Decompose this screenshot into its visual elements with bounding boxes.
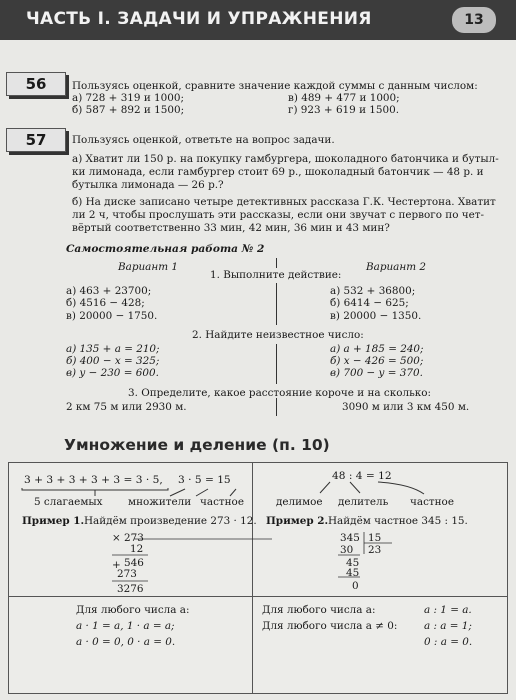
p56-b: б) 587 + 892 и 1500;: [72, 104, 185, 116]
rule-left-2: a · 0 = 0, 0 · a = 0.: [76, 636, 176, 648]
subtract-45: 45: [346, 567, 360, 579]
p56-g: г) 923 + 619 и 1500.: [288, 104, 400, 116]
p57-a-line3: бутылка лимонада — 26 р.?: [72, 179, 224, 191]
example-1-title: Пример 1.: [22, 515, 85, 527]
section-title: Умножение и деление (п. 10): [64, 436, 330, 454]
mult-operand-b: 12: [130, 543, 144, 555]
right-task2-b: б) x − 426 = 500;: [330, 355, 424, 367]
label-product: частное: [200, 496, 244, 508]
mult-sign: ×: [112, 532, 121, 544]
header-title: ЧАСТЬ I. ЗАДАЧИ И УПРАЖНЕНИЯ: [26, 9, 372, 29]
mult-operand-a: 273: [124, 532, 144, 544]
task-3-heading: 3. Определите, какое расстояние короче и на сколько:: [128, 387, 431, 399]
example-2-text: Найдём частное 345 : 15.: [328, 515, 468, 527]
variant-2-label: Вариант 2: [366, 261, 426, 273]
divisor-15: 15: [368, 532, 382, 544]
right-task1-b: б) 6414 − 625;: [330, 297, 409, 309]
left-task2-b: б) 400 − x = 325;: [66, 355, 160, 367]
partial-product-1: 546: [124, 557, 144, 569]
rule-left-heading: Для любого числа a:: [76, 604, 190, 616]
task-2-heading: 2. Найдите неизвестное число:: [192, 329, 364, 341]
variant-1-label: Вариант 1: [118, 261, 178, 273]
mult-result: 3276: [117, 583, 144, 595]
p56-v: в) 489 + 477 и 1000;: [288, 92, 400, 104]
p57-b-line1: б) На диске записано четыре детективных рассказа Г.К. Честертона. Хватит: [72, 196, 496, 208]
rule-right-heading-2: Для любого числа a ≠ 0:: [262, 620, 398, 632]
p57-a-line2: ки лимонада, если гамбургер стоит 69 р., шоколадный батончик — 48 р. и: [72, 166, 484, 178]
p57-text: Пользуясь оценкой, ответьте на вопрос задачи.: [72, 134, 335, 146]
quotient-23: 23: [368, 544, 382, 556]
problem-57-number: 57: [6, 128, 66, 152]
example-1-text: Найдём произведение 273 · 12.: [84, 515, 257, 527]
left-task3: 2 км 75 м или 2930 м.: [66, 401, 187, 413]
label-factors: множители: [128, 496, 192, 508]
rule-right-2: a : a = 1;: [424, 620, 472, 632]
rule-right-3: 0 : a = 0.: [424, 636, 473, 648]
division-expression: 48 : 4 = 12: [332, 470, 392, 482]
remainder-0: 0: [352, 580, 359, 592]
sum-expression: 3 + 3 + 3 + 3 + 3 = 3 · 5,: [24, 474, 163, 486]
label-divisor: делитель: [338, 496, 389, 508]
sr-title: Самостоятельная работа № 2: [66, 243, 265, 255]
task-1-heading: 1. Выполните действие:: [210, 269, 342, 281]
p57-b-line2: ли 2 ч, чтобы прослушать эти рассказы, если они звучат с первого по чет-: [72, 209, 485, 221]
right-task1-v: в) 20000 − 1350.: [330, 310, 422, 322]
label-quotient: частное: [410, 496, 454, 508]
right-task3: 3090 м или 3 км 450 м.: [342, 401, 470, 413]
p56-a: а) 728 + 319 и 1000;: [72, 92, 185, 104]
left-task1-a: а) 463 + 23700;: [66, 285, 152, 297]
p57-b-line3: вёртый соответственно 33 мин, 42 мин, 36 мин и 43 мин?: [72, 222, 390, 234]
p56-text: Пользуясь оценкой, сравните значение каждой суммы с данным числом:: [72, 80, 478, 92]
problem-56-number: 56: [6, 72, 66, 96]
plus-sign: +: [112, 559, 121, 571]
remainder-45: 45: [346, 557, 360, 569]
dividend-345: 345: [340, 532, 360, 544]
left-task1-b: б) 4516 − 428;: [66, 297, 145, 309]
page-number: 13: [452, 7, 496, 33]
partial-product-2: 273: [117, 568, 137, 580]
label-terms: 5 слагаемых: [34, 496, 103, 508]
p57-a-line1: а) Хватит ли 150 р. на покупку гамбургера, шоколадного батончика и бутыл-: [72, 153, 499, 165]
rule-left-1: a · 1 = a, 1 · a = a;: [76, 620, 175, 632]
subtract-30: 30: [340, 544, 354, 556]
label-dividend: делимое: [276, 496, 323, 508]
left-task2-a: а) 135 + a = 210;: [66, 343, 160, 355]
right-task2-a: а) a + 185 = 240;: [330, 343, 424, 355]
rule-right-1: a : 1 = a.: [424, 604, 472, 616]
left-task2-v: в) y − 230 = 600.: [66, 367, 159, 379]
right-task2-v: в) 700 − y = 370.: [330, 367, 423, 379]
right-task1-a: а) 532 + 36800;: [330, 285, 416, 297]
left-task1-v: в) 20000 − 1750.: [66, 310, 158, 322]
example-2-title: Пример 2.: [266, 515, 329, 527]
product-expression: 3 · 5 = 15: [178, 474, 231, 486]
rule-right-heading-1: Для любого числа a:: [262, 604, 376, 616]
